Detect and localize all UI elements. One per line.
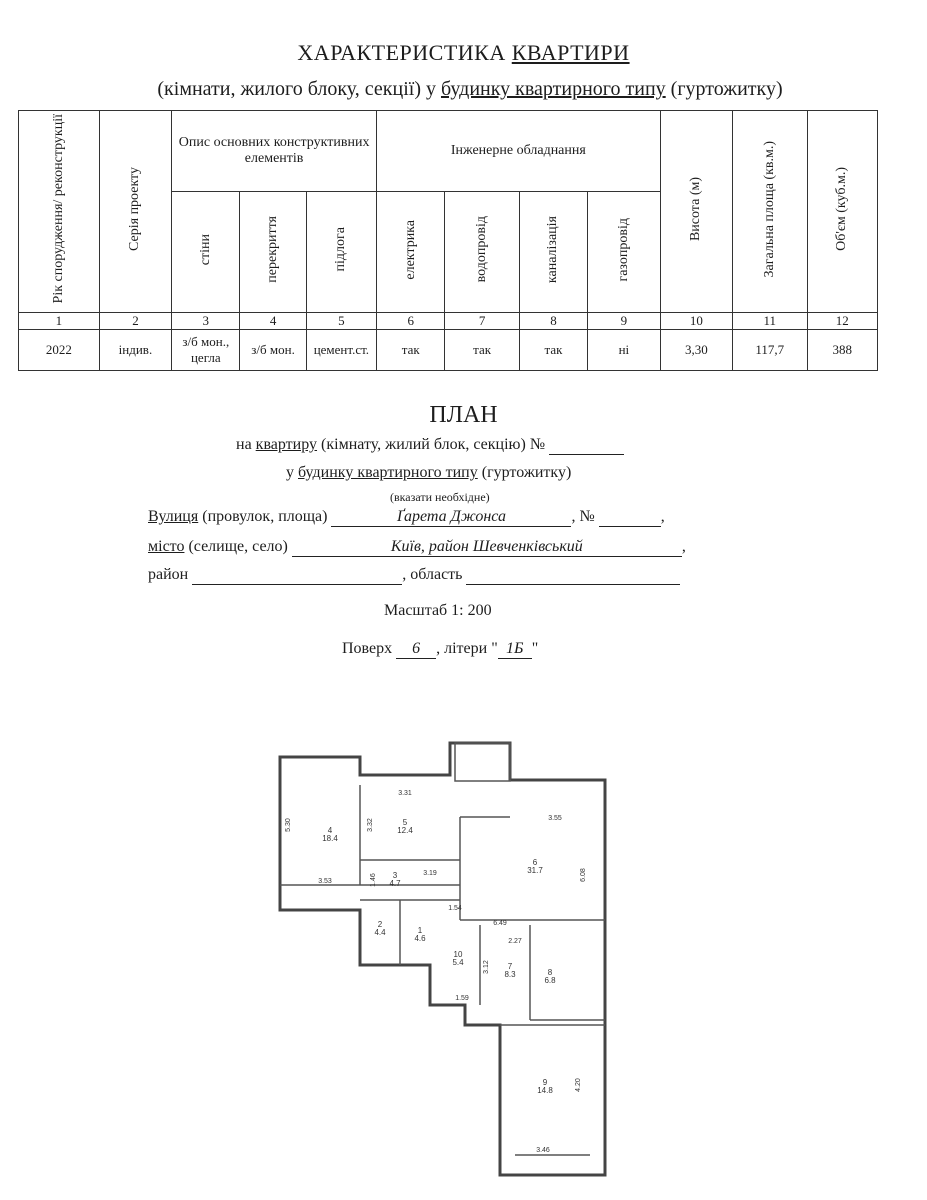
room-id: 5 xyxy=(402,818,408,827)
room-area: 6.8 xyxy=(544,976,556,985)
value-gas: ні xyxy=(588,330,660,371)
dim-label: 4.20 xyxy=(575,1078,582,1092)
table-value-row xyxy=(19,330,878,371)
room-area: 4.6 xyxy=(414,934,426,943)
header-col-8: каналізація xyxy=(519,192,587,313)
dim-label: 5.30 xyxy=(285,818,292,832)
room-area: 4.4 xyxy=(374,928,386,937)
value-electric: так xyxy=(377,330,445,371)
header-col-11: Загальна площа (кв.м.) xyxy=(733,111,808,313)
street-field: Ґарета Джонса xyxy=(331,508,571,527)
header-col-10: Висота (м) xyxy=(660,111,732,313)
subtitle-part-a: (кімнати, жилого блоку, секції) у xyxy=(157,78,436,100)
city-line: місто (селище, село) Київ, район Шевченківський , xyxy=(148,538,686,555)
header-col-5: підлога xyxy=(306,192,376,313)
apartment-number-field xyxy=(549,436,624,455)
dim-label: 3.12 xyxy=(483,960,490,974)
floor-field: 6 xyxy=(396,640,436,659)
title-underlined: КВАРТИРИ xyxy=(511,40,630,65)
table-cell: 7 xyxy=(445,313,520,330)
room-area: 8.3 xyxy=(504,970,516,979)
subtitle-part-b: (гуртожитку) xyxy=(670,78,783,100)
floor-line: Поверх 6 , літери " 1Б " xyxy=(342,640,539,657)
room-id: 3 xyxy=(392,871,398,880)
dim-label: 1.54 xyxy=(448,905,462,912)
header-structural-group: Опис основних конструктивних елементів xyxy=(172,111,377,192)
dim-label: 3.31 xyxy=(398,790,412,797)
value-water: так xyxy=(445,330,520,371)
value-sewer: так xyxy=(519,330,587,371)
table-cell: 11 xyxy=(733,313,808,330)
value-series: індив. xyxy=(99,330,171,371)
outer-walls xyxy=(280,743,605,1175)
value-height: 3,30 xyxy=(660,330,732,371)
table-cell: 6 xyxy=(377,313,445,330)
room-area: 14.8 xyxy=(537,1086,553,1095)
district-field xyxy=(192,566,402,585)
street-line: Вулиця (провулок, площа) Ґарета Джонса , № , xyxy=(148,508,665,525)
dim-label: 6.08 xyxy=(580,868,587,882)
value-volume: 388 xyxy=(807,330,877,371)
dim-label: 2.27 xyxy=(508,938,522,945)
inner-walls xyxy=(280,743,605,1155)
header-col-1: Рік спорудження/ реконструкції xyxy=(19,111,100,313)
room-area: 18.4 xyxy=(322,834,338,843)
table-header-row xyxy=(19,111,878,192)
room-area: 12.4 xyxy=(397,826,413,835)
table-cell: 1 xyxy=(19,313,100,330)
plan-line-building: у будинку квартирного типу (гуртожитку) xyxy=(286,464,572,481)
subtitle-underlined: будинку квартирного типу xyxy=(440,78,666,100)
plan-line-apartment: на квартиру (кімнату, жилий блок, секцію) № xyxy=(236,436,624,455)
dim-label: 3.46 xyxy=(536,1147,550,1154)
table-cell: 9 xyxy=(588,313,660,330)
table-cell: 3 xyxy=(172,313,240,330)
plan-note: (вказати необхідне) xyxy=(390,490,490,504)
header-col-3: стіни xyxy=(172,192,240,313)
value-area: 117,7 xyxy=(733,330,808,371)
city-field: Київ, район Шевченківський xyxy=(292,538,682,557)
district-line: район , область xyxy=(148,566,680,585)
table-cell: 8 xyxy=(519,313,587,330)
header-col-9: газопровід xyxy=(588,192,660,313)
room-id: 7 xyxy=(507,962,513,971)
letter-field: 1Б xyxy=(498,640,532,659)
room-id: 1 xyxy=(417,926,423,935)
value-year: 2022 xyxy=(19,330,100,371)
dimension-labels xyxy=(285,790,587,1154)
room-id: 9 xyxy=(542,1078,548,1087)
dim-label: 1.59 xyxy=(455,995,469,1002)
header-col-2: Серія проекту xyxy=(99,111,171,313)
region-field xyxy=(466,566,680,585)
header-col-4: перекриття xyxy=(240,192,306,313)
table-cell: 5 xyxy=(306,313,376,330)
document-title xyxy=(0,40,927,66)
room-area: 5.4 xyxy=(452,958,464,967)
header-col-6: електрика xyxy=(377,192,445,313)
table-number-row xyxy=(19,313,878,330)
header-col-12: Об'єм (куб.м.) xyxy=(807,111,877,313)
room-id: 4 xyxy=(327,826,333,835)
value-walls: з/б мон., цегла xyxy=(172,330,240,371)
room-area: 4.7 xyxy=(389,879,401,888)
room-id: 6 xyxy=(532,858,538,867)
room-area: 31.7 xyxy=(527,866,543,875)
room-id: 2 xyxy=(377,920,383,929)
dim-label: 6.49 xyxy=(493,920,507,927)
characteristics-table xyxy=(18,110,878,371)
value-floor: цемент.ст. xyxy=(306,330,376,371)
document-subtitle xyxy=(40,78,900,101)
room-id: 10 xyxy=(453,950,463,959)
title-prefix: ХАРАКТЕРИСТИКА xyxy=(297,40,506,65)
plan-title: ПЛАН xyxy=(429,402,498,428)
dim-label: 3.32 xyxy=(367,818,374,832)
scale-label: Масштаб 1: 200 xyxy=(384,602,492,619)
table-cell: 12 xyxy=(807,313,877,330)
table-cell: 4 xyxy=(240,313,306,330)
dim-label: 3.19 xyxy=(423,870,437,877)
room-id: 8 xyxy=(547,968,553,977)
header-col-7: водопровід xyxy=(445,192,520,313)
table-cell: 2 xyxy=(99,313,171,330)
floor-plan xyxy=(260,735,630,1190)
street-number-field xyxy=(599,508,661,527)
header-engineering-group: Інженерне обладнання xyxy=(377,111,661,192)
table-cell: 10 xyxy=(660,313,732,330)
dim-label: 1.46 xyxy=(370,873,377,887)
dim-label: 3.53 xyxy=(318,878,332,885)
dim-label: 3.55 xyxy=(548,815,562,822)
value-ceiling: з/б мон. xyxy=(240,330,306,371)
